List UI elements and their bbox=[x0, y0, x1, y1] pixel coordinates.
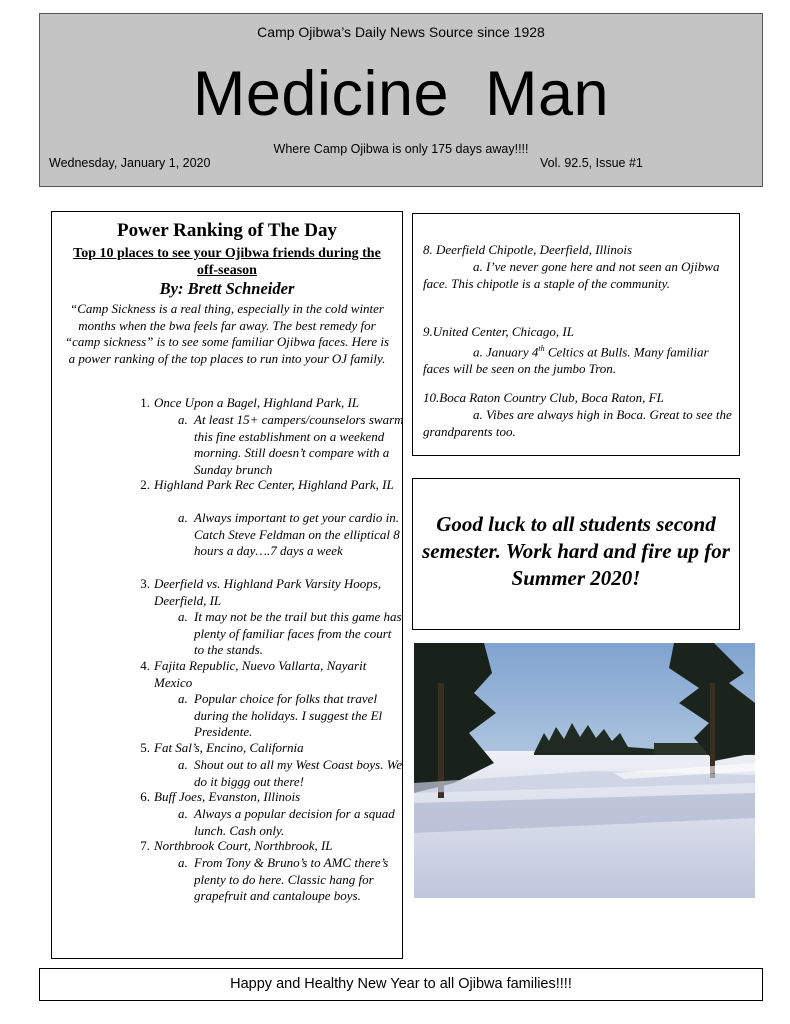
rank-note: From Tony & Bruno’s to AMC there’s plenty to do here. Classic hang for grapefruit and cantaloupe boys. bbox=[194, 855, 389, 903]
issue-date: Wednesday, January 1, 2020 bbox=[49, 156, 211, 170]
masthead bbox=[39, 13, 763, 187]
footer-banner: Happy and Healthy New Year to all Ojibwa families!!!! bbox=[39, 968, 763, 1001]
power-ranking-article bbox=[51, 211, 403, 959]
rank-note-letter: a. bbox=[178, 855, 188, 870]
rank-number: 7. bbox=[140, 838, 150, 853]
rank-note: Always a popular decision for a squad lunch. Cash only. bbox=[194, 806, 395, 838]
rank-number: 3. bbox=[140, 576, 150, 591]
rank-title: Fat Sal’s, Encino, California bbox=[154, 740, 304, 755]
rank-number: 4. bbox=[140, 658, 150, 673]
callout-text: Good luck to all students second semester. Work hard and fire up for Summer 2020! bbox=[422, 512, 730, 590]
rank-9-note-sup: th bbox=[538, 344, 545, 353]
rank-note-letter: a. bbox=[178, 757, 188, 772]
ranking-continued bbox=[412, 213, 740, 456]
rank-note: It may not be the trail but this game has plenty of familiar faces from the court to the stands. bbox=[194, 609, 402, 657]
rank-8-note: a. I’ve never gone here and not seen an Ojibwa face. This chipotle is a staple of the community. bbox=[423, 259, 720, 291]
rank-note: Popular choice for folks that travel during the holidays. I suggest the El Presidente. bbox=[194, 691, 383, 739]
newspaper-title: Medicine Man bbox=[192, 59, 610, 129]
ranking-list bbox=[52, 212, 402, 958]
rank-9-note-a: a. January 4 bbox=[473, 344, 539, 360]
rank-10-title: 10.Boca Raton Country Club, Boca Raton, FL bbox=[423, 390, 664, 405]
callout-box bbox=[412, 478, 740, 630]
rank-8-title: 8. Deerfield Chipotle, Deerfield, Illinois bbox=[423, 242, 633, 257]
rank-note-letter: a. bbox=[178, 609, 188, 624]
article-subtitle: Top 10 places to see your Ojibwa friends during the off-season bbox=[73, 246, 381, 278]
article-title: Power Ranking of The Day bbox=[117, 220, 337, 241]
rank-note: Shout out to all my West Coast boys. We do it biggg out there! bbox=[194, 757, 403, 789]
rank-note-letter: a. bbox=[178, 691, 188, 706]
winter-lake-photo bbox=[414, 643, 755, 898]
rank-note-letter: a. bbox=[178, 510, 188, 525]
article-byline: By: Brett Schneider bbox=[159, 279, 295, 298]
rank-title: Fajita Republic, Nuevo Vallarta, Nayarit Mexico bbox=[154, 658, 367, 690]
masthead-subline: Where Camp Ojibwa is only 175 days away!!!! bbox=[273, 142, 529, 156]
rank-title: Highland Park Rec Center, Highland Park, IL bbox=[154, 477, 394, 492]
masthead-tagline: Camp Ojibwa’s Daily News Source since 1928 bbox=[257, 24, 545, 40]
rank-10-note: a. Vibes are always high in Boca. Great to see the grandparents too. bbox=[423, 407, 732, 439]
rank-title: Once Upon a Bagel, Highland Park, IL bbox=[154, 395, 360, 410]
rank-number: 5. bbox=[140, 740, 150, 755]
rank-9-note-b: Celtics at Bulls. Many familiar faces will be seen on the jumbo Tron. bbox=[423, 344, 709, 376]
rank-title: Northbrook Court, Northbrook, IL bbox=[154, 838, 333, 853]
rank-number: 6. bbox=[140, 789, 150, 804]
rank-note: At least 15+ campers/counselors swarm this fine establishment on a weekend morning. Still doesn’t compare with a Sunday brunch bbox=[194, 412, 404, 477]
rank-number: 1. bbox=[140, 395, 150, 410]
rank-note: Always important to get your cardio in. Catch Steve Feldman on the elliptical 8 hours a day….7 days a week bbox=[194, 510, 400, 558]
rank-note-letter: a. bbox=[178, 806, 188, 821]
article-intro: “Camp Sickness is a real thing, especially in the cold winter months when the bwa feels far away. The best remedy for “camp sickness” is to see some familiar Ojibwa faces. Here is a power ranking of the top places to run into your OJ family. bbox=[64, 301, 390, 366]
rank-number: 2. bbox=[140, 477, 150, 492]
rank-title: Buff Joes, Evanston, Illinois bbox=[154, 789, 301, 804]
rank-note-letter: a. bbox=[178, 412, 188, 427]
rank-title: Deerfield vs. Highland Park Varsity Hoops, Deerfield, IL bbox=[154, 576, 382, 608]
issue-volume: Vol. 92.5, Issue #1 bbox=[540, 156, 643, 170]
rank-9-title: 9.United Center, Chicago, IL bbox=[423, 324, 574, 339]
rank-9-note bbox=[423, 341, 735, 377]
